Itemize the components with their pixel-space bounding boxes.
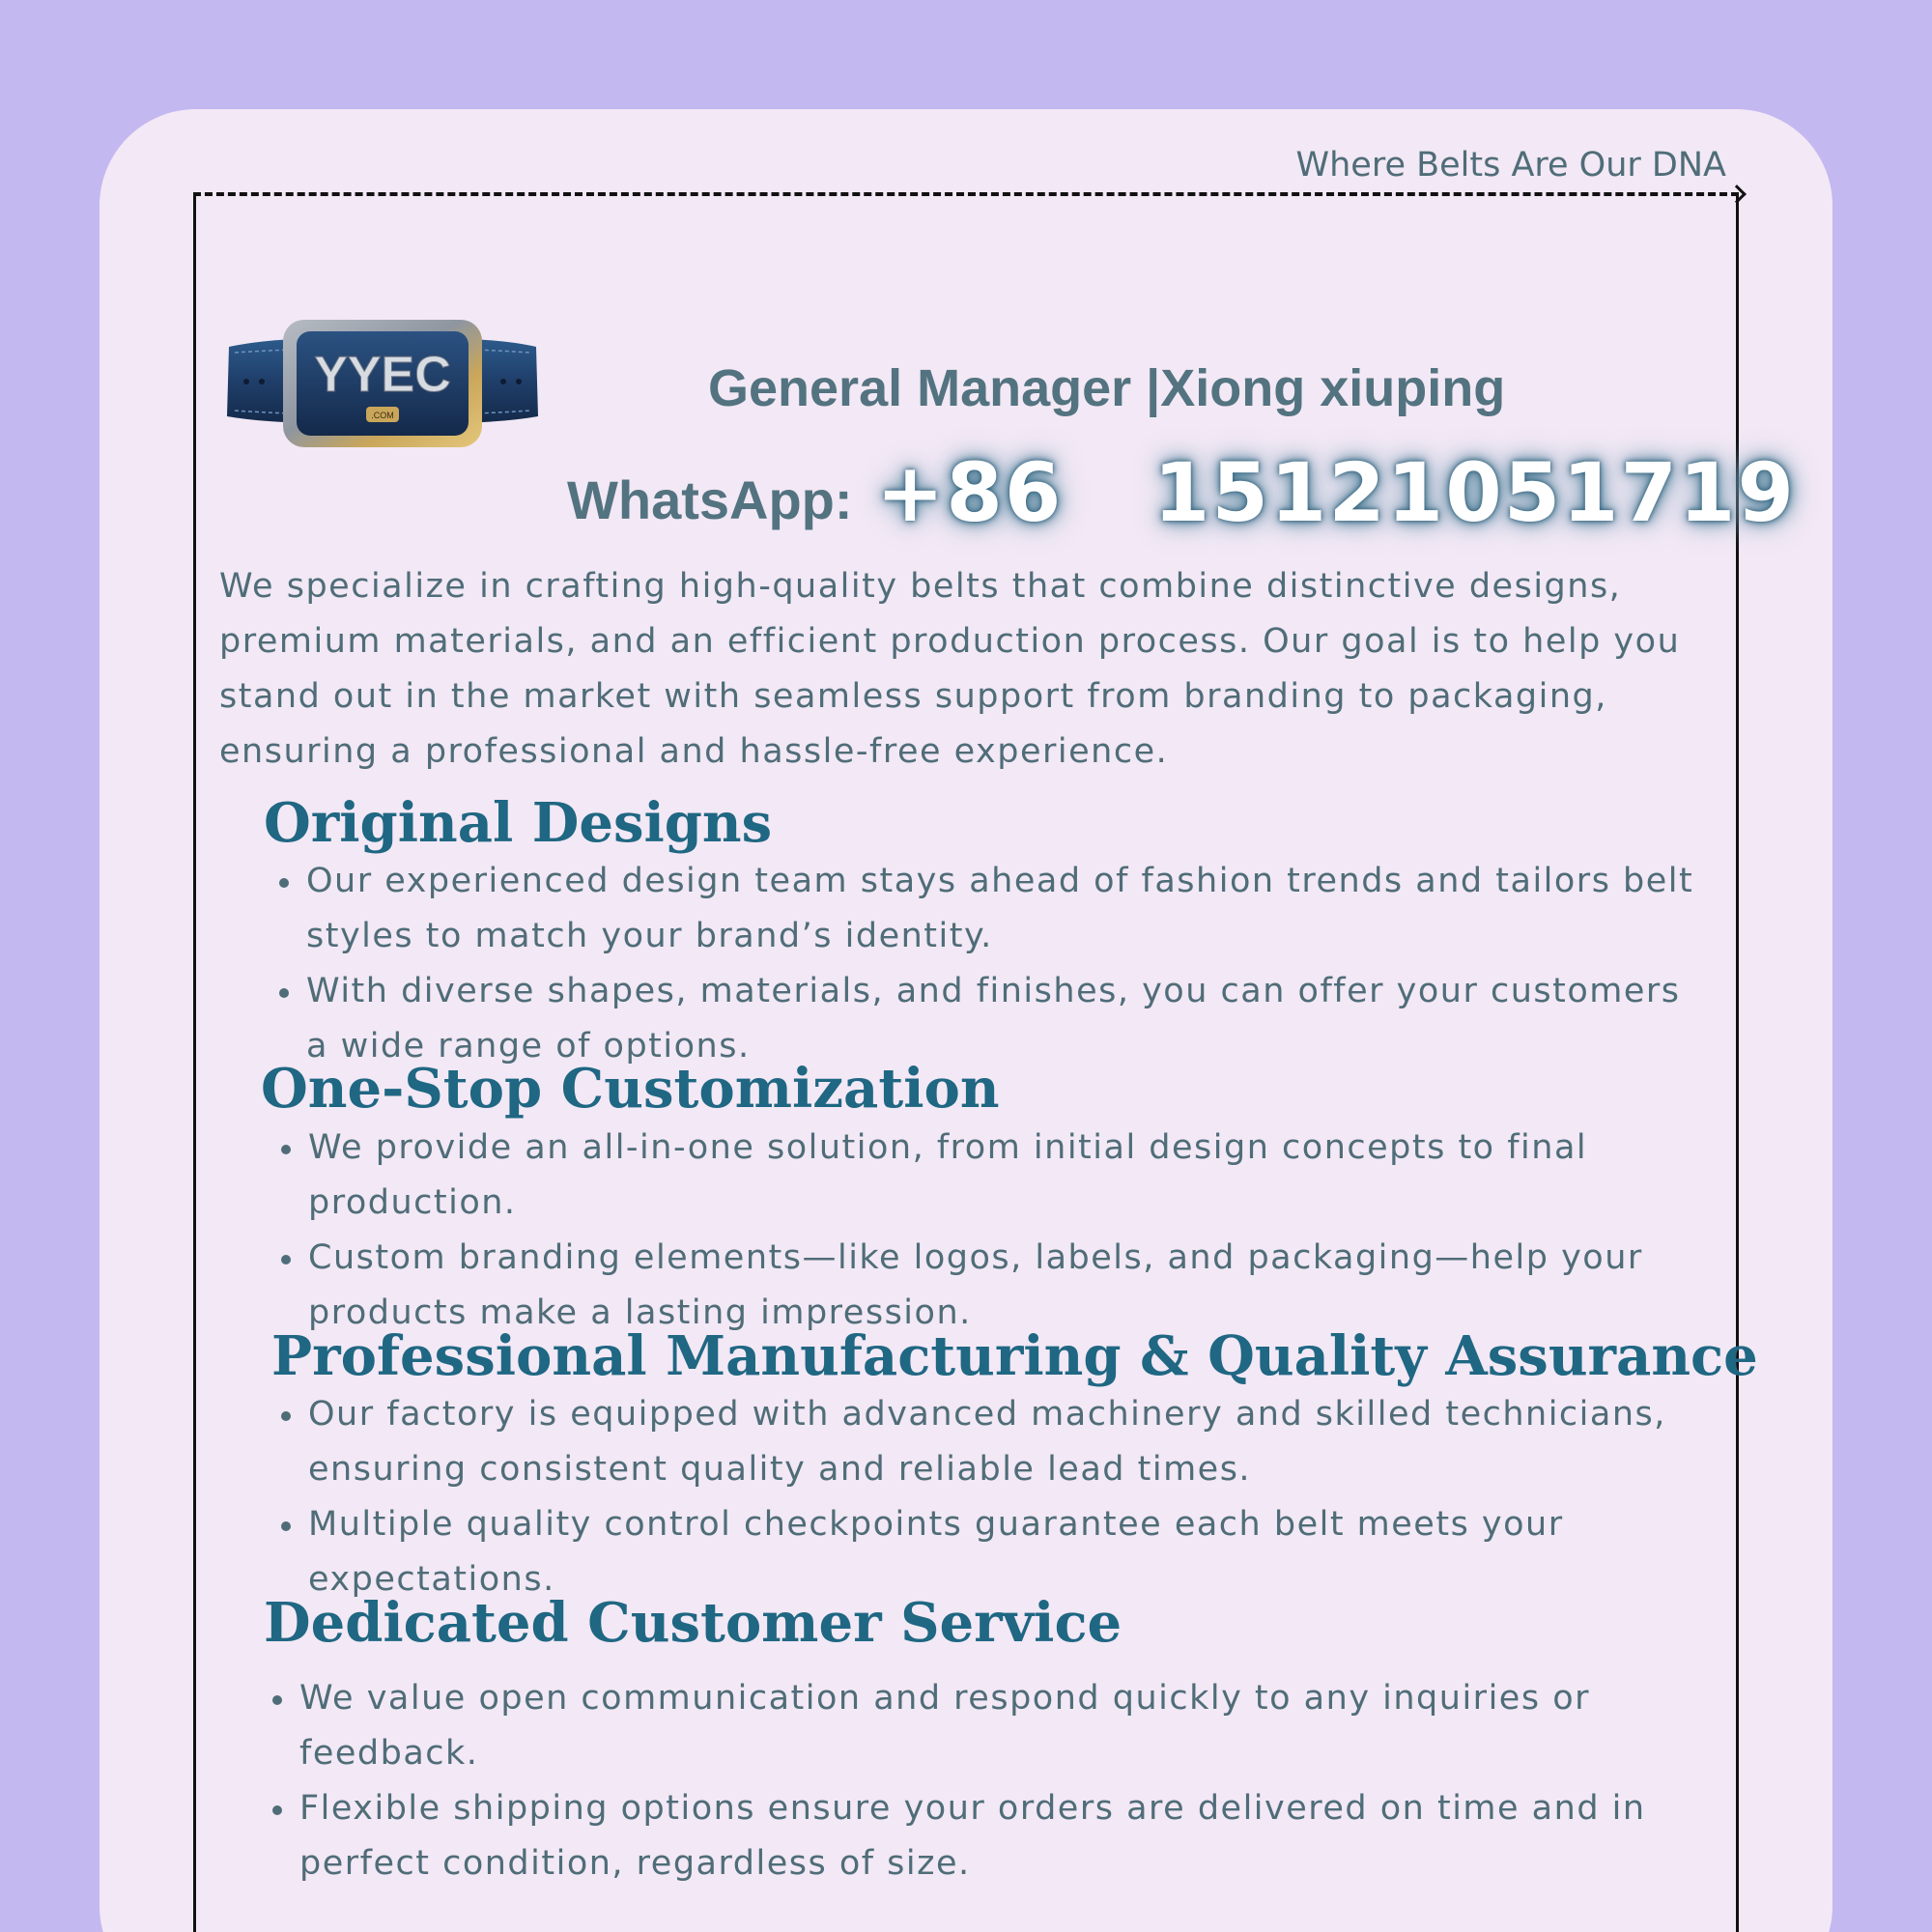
logo-text: YYEC xyxy=(314,347,451,403)
section-list-original-designs xyxy=(273,854,1703,1074)
section-list-one-stop-customization xyxy=(275,1121,1666,1341)
bullet-item: We provide an all-in-one solution, from initial design concepts to final production. xyxy=(275,1121,1666,1231)
bullet-item: Flexible shipping options ensure your orders are delivered on time and in perfect condition, regardless of size. xyxy=(267,1781,1658,1891)
section-list-customer-service xyxy=(267,1671,1658,1891)
section-title-customer-service: Dedicated Customer Service xyxy=(264,1591,1122,1655)
section-list-manufacturing-quality xyxy=(275,1387,1666,1607)
bullet-item: We value open communication and respond quickly to any inquiries or feedback. xyxy=(267,1671,1658,1781)
brochure-card xyxy=(99,109,1833,1932)
intro-paragraph: We specialize in crafting high-quality belts that combine distinctive designs, premium materials, and an efficient production process. Our goal is to help you stand out in the market with seamless support from branding to packaging, ensuring a professional and hassle-free experience. xyxy=(219,567,1681,771)
yyec-belt-logo xyxy=(225,318,540,449)
bullet-item: With diverse shapes, materials, and finishes, you can offer your customers a wide range of options. xyxy=(273,964,1703,1074)
bullet-item: Our factory is equipped with advanced machinery and skilled technicians, ensuring consistent quality and reliable lead times. xyxy=(275,1387,1666,1497)
tagline: Where Belts Are Our DNA xyxy=(1295,146,1726,185)
section-title-original-designs: Original Designs xyxy=(264,791,773,855)
content-frame xyxy=(193,192,1796,1932)
bullet-item: Our experienced design team stays ahead of fashion trends and tailors belt styles to match your brand’s identity. xyxy=(273,854,1703,964)
logo-subtext: .COM xyxy=(371,411,394,420)
whatsapp-label: WhatsApp: xyxy=(567,469,853,530)
frame-arrow-icon xyxy=(1727,185,1747,204)
section-title-one-stop-customization: One-Stop Customization xyxy=(261,1057,1000,1121)
manager-line: General Manager |Xiong xiuping xyxy=(708,359,1506,417)
whatsapp-number: +86 15121051719 xyxy=(876,445,1796,540)
section-title-manufacturing-quality: Professional Manufacturing & Quality Assurance xyxy=(271,1324,1758,1388)
bullet-item: Custom branding elements—like logos, labels, and packaging—help your products make a lasting impression. xyxy=(275,1231,1666,1341)
bullet-item: Multiple quality control checkpoints guarantee each belt meets your expectations. xyxy=(275,1497,1666,1607)
